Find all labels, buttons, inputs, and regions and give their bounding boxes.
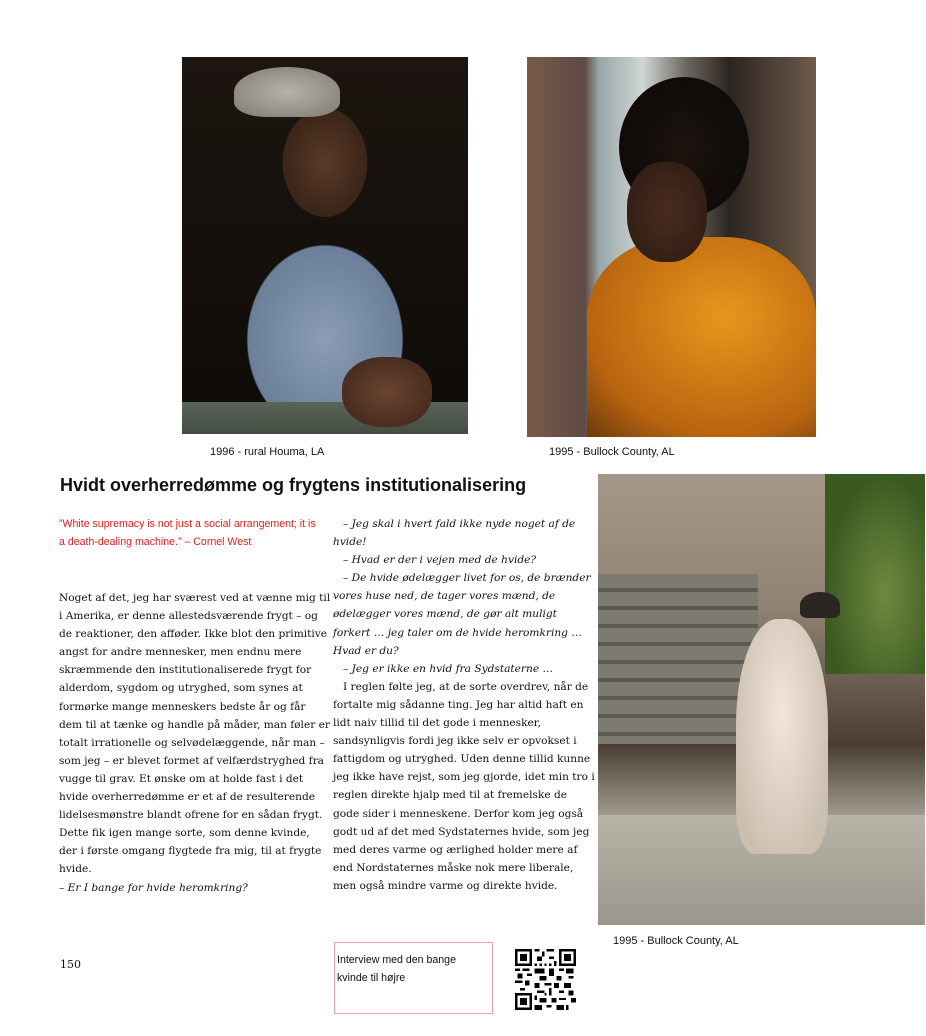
- text-column-left: [59, 589, 331, 897]
- paragraph-dialogue: – Hvad er der i vejen med de hvide?: [343, 554, 537, 567]
- photo-caption: 1995 - Bullock County, AL: [549, 446, 675, 458]
- paragraph: Noget af det, jeg har sværest ved at vænne mig til i Amerika, er denne allestedsværende frygt – og de reaktioner, den afføder. Ikke blot den primitive angst for andre mennesker, men endnu mere skræmmende den institutionaliserede frygt for alderdom, sygdom og utryghed, som synes at formørke mange menneskers bedste år og får dem til at tænke og handle på måder, man føler er totalt irrationelle og selvødelæggende, når man – som jeg – er blevet formet af velfærdstryghed fra vugge til grav. Et ønske om at holde fast i det hvide overherredømme er et af de resulterende lidelsesmønstre blandt ofrene for en sådan frygt. Dette fik igen mange sorte, som denne kvinde, der i første omgang flygtede fra mig, til at frygte hvide.: [59, 592, 331, 876]
- paragraph-dialogue: – Jeg skal i hvert fald ikke nyde noget af de hvide!: [333, 518, 576, 549]
- text-column-middle: [333, 515, 595, 895]
- article-title: Hvidt overherredømme og frygtens institutionalisering: [60, 475, 527, 495]
- qr-code-icon[interactable]: [515, 949, 576, 1010]
- paragraph: I reglen følte jeg, at de sorte overdrev, når de fortalte mig sådanne ting. Jeg har altid haft en lidt naiv tillid til det gode i mennesker, sandsynligvis fordi jeg ikke selv er opvokset i fattigdom og utryghed. Uden denne tillid kunne jeg ikke have rejst, som jeg gjorde, idet min tro i reglen direkte hjalp med til at fremelske de gode sider i menneskene. Derfor kom jeg også godt ud af det med Sydstaternes hvide, som jeg med deres varme og ærlighed holder mere af end Nordstaternes måske nok mere liberale, men også mindre varme og direkte hvide.: [333, 680, 595, 892]
- photo-caption: 1995 - Bullock County, AL: [613, 935, 739, 947]
- interview-label: Interview med den bange kvinde til højre: [337, 954, 456, 984]
- paragraph-dialogue: – Jeg er ikke en hvid fra Sydstaterne …: [343, 662, 554, 675]
- pull-quote: ”White supremacy is not just a social arrangement; it is a death-dealing machine.” – Cornel West: [59, 518, 316, 548]
- photo-caption: 1996 - rural Houma, LA: [210, 446, 325, 458]
- page-number: 150: [60, 958, 81, 971]
- paragraph-dialogue: – Er I bange for hvide heromkring?: [59, 881, 248, 894]
- paragraph-dialogue: – De hvide ødelægger livet for os, de brænder vores huse ned, de tager vores mænd, de ødelægger vores mænd, de gør alt muligt forkert … jeg taler om de hvide heromkring … Hvad er du?: [333, 572, 591, 657]
- interview-box: [334, 942, 493, 1014]
- photo-woman-window: [527, 57, 816, 437]
- photo-woman-porch: [598, 474, 925, 925]
- photo-man-houma: [182, 57, 468, 434]
